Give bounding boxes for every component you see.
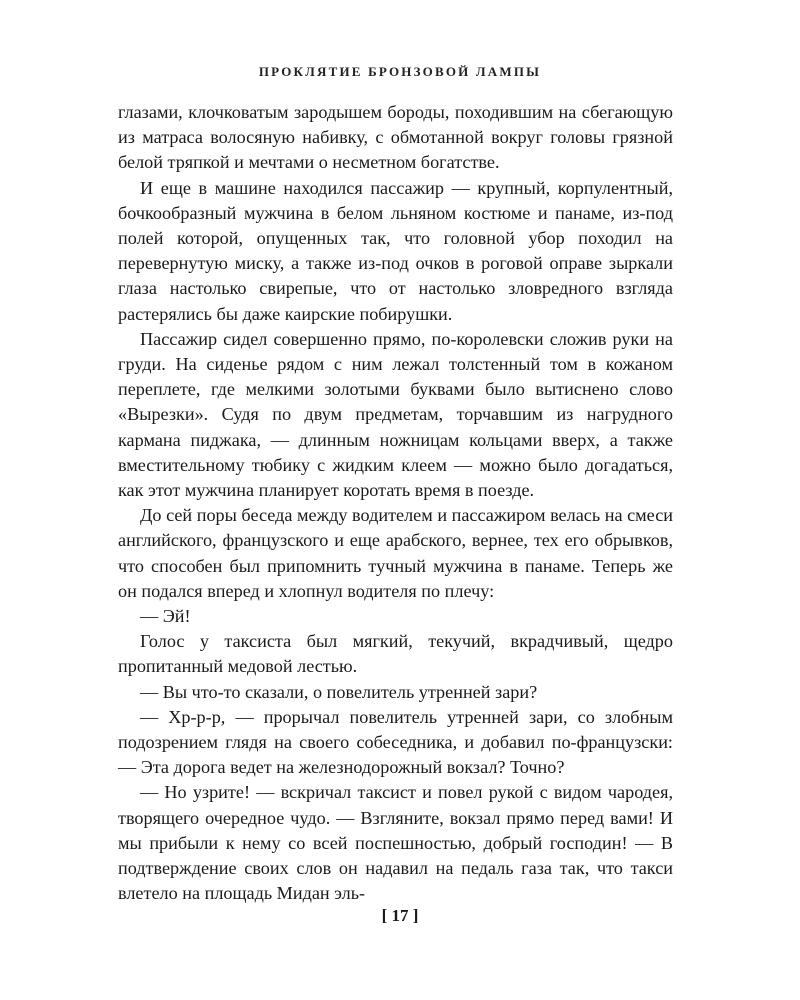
paragraph: И еще в машине находился пассажир — крупный, корпулентный, бочкообразный мужчина в белом льняном костюме и панаме, из-под полей которой, опущенных так, что головной убор походил на перевернутую миску, а также из-под очков в роговой оправе зыркали глаза настолько свирепые, что от настолько зловредного взгляда растерялись бы даже каирские побирушки. <box>118 177 673 324</box>
paragraph: — Но узрите! — вскричал таксист и повел рукой с видом чародея, творящего очередное чудо. — Взгляните, вокзал прямо перед вами! И мы прибыли к нему со всей поспешностью, добрый господин! — В подтверждение своих слов он надавил на педаль газа так, что такси влетело на площадь Мидан эль- <box>118 782 673 904</box>
paragraph: — Хр-р-р, — прорычал повелитель утренней зари, со злобным подозрением глядя на своего собеседника, и добавил по-французски: — Эта дорога ведет на железнодорожный вокзал? Точно? <box>118 706 673 778</box>
running-head: ПРОКЛЯТИЕ БРОНЗОВОЙ ЛАМПЫ <box>258 64 542 79</box>
paragraph: — Эй! <box>140 606 191 627</box>
paragraph: Голос у таксиста был мягкий, текучий, вкрадчивый, щедро пропитанный медовой лестью. <box>118 631 673 677</box>
body-text <box>118 100 673 907</box>
paragraph: глазами, клочковатым зародышем бороды, походившим на сбегающую из матраса волосяную набивку, с обмотанной вокруг головы грязной белой тряпкой и мечтами о несметном богатстве. <box>118 102 673 173</box>
paragraph: Пассажир сидел совершенно прямо, по-королевски сложив руки на груди. На сиденье рядом с ним лежал толстенный том в кожаном переплете, где мелкими золотыми буквами было вытиснено слово «Вырезки». Судя по двум предметам, торчавшим из нагрудного кармана пиджака, — длинным ножницам кольцами вверх, а также вместительному тюбику с жидким клеем — можно было догадаться, как этот мужчина планирует коротать время в поезде. <box>118 328 673 501</box>
paragraph: — Вы что-то сказали, о повелитель утренней зари? <box>140 681 538 702</box>
page-number: [ 17 ] <box>381 906 419 925</box>
paragraph: До сей поры беседа между водителем и пассажиром велась на смеси английского, французского и еще арабского, вернее, тех его обрывков, что способен был припомнить тучный мужчина в панаме. Теперь же он подался вперед и хлопнул водителя по плечу: <box>118 505 673 601</box>
